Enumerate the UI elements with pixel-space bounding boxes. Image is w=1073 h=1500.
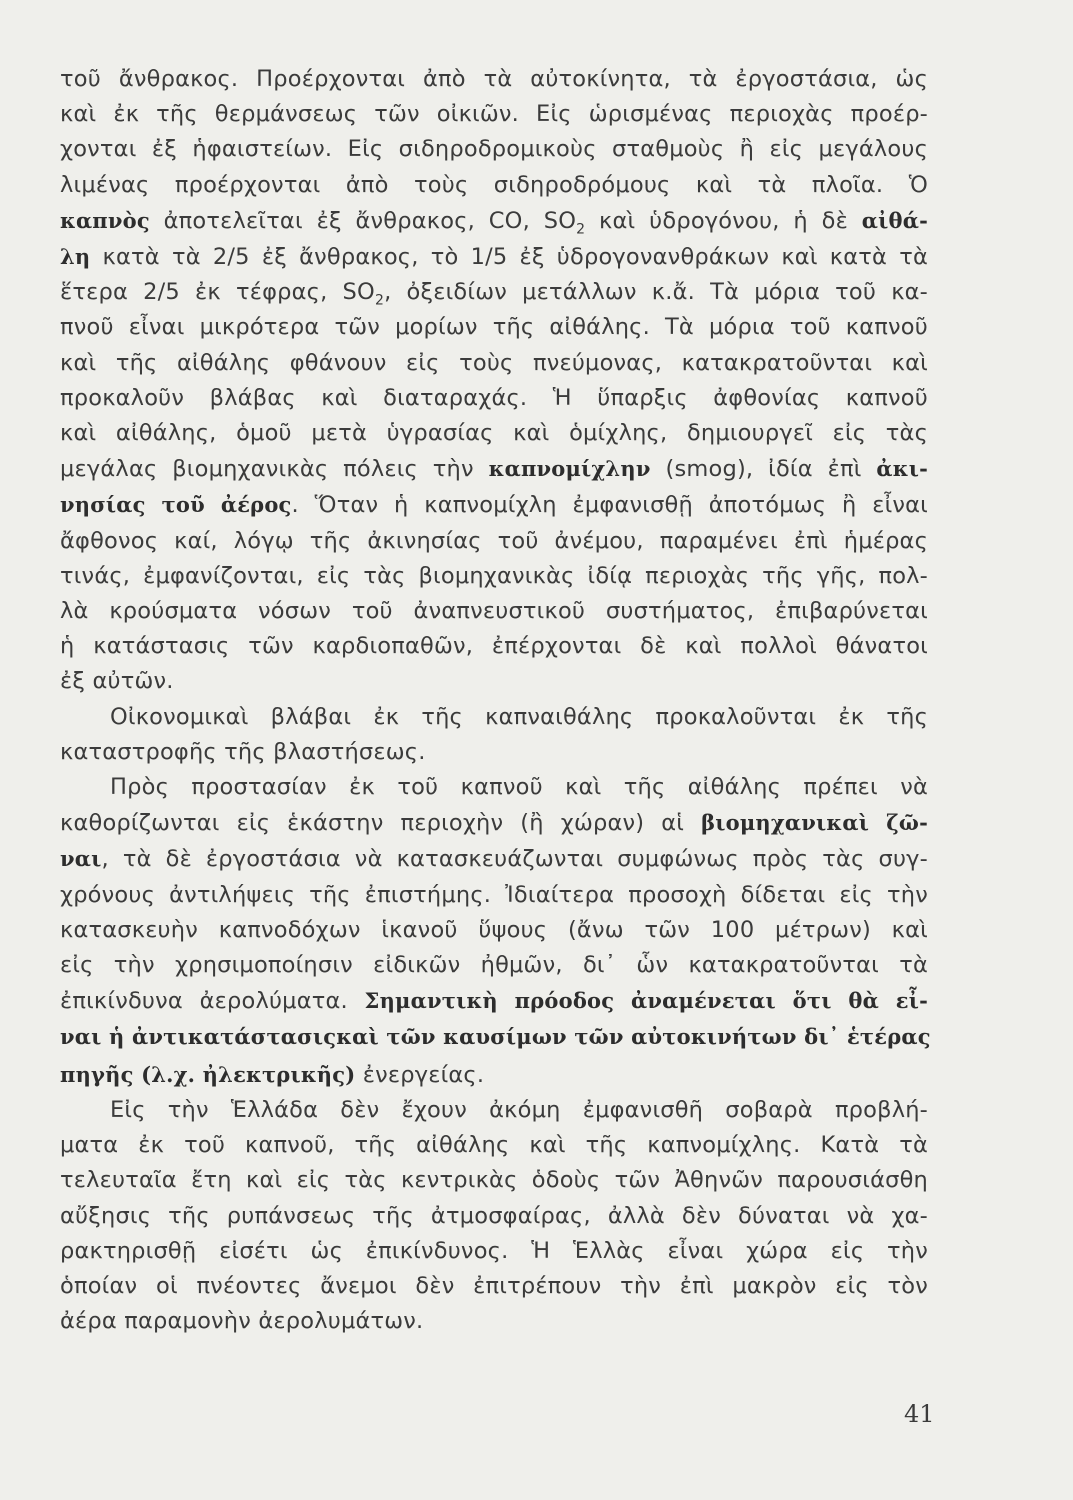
text-line: εἰς τὴν χρησιμοποίησιν εἰδικῶν ἠθμῶν, δι᾽ ὧν κατακρατοῦνται τὰ: [60, 952, 928, 979]
text-line: καπνὸς ἀποτελεῖται ἐξ ἄνθρακος, CO, $SO_2$ καὶ ὑδρογόνου, ἡ δὲ αἰθά-: [60, 207, 928, 238]
text-line: τοῦ ἄνθρακος. Προέρχονται ἀπὸ τὰ αὐτοκίνητα, τὰ ἐργοστάσια, ὡς: [60, 66, 928, 92]
page-number: 41: [904, 1400, 935, 1428]
paragraph-4: [60, 1093, 928, 1339]
text-line: καὶ αἰθάλης, ὁμοῦ μετὰ ὑγρασίας καὶ ὁμίχλης, δημιουργεῖ εἰς τὰς: [60, 420, 928, 447]
text-line: καὶ ἐκ τῆς θερμάνσεως τῶν οἰκιῶν. Εἰς ὡρισμένας περιοχὰς προέρ-: [60, 101, 928, 128]
text-line: ὁποίαν οἱ πνέοντες ἄνεμοι δὲν ἐπιτρέπουν τὴν ἐπὶ μακρὸν εἰς τὸν: [60, 1272, 928, 1299]
text-line: πηγῆς (λ.χ. ἠλεκτρικῆς) ἐνεργείας.: [60, 1061, 485, 1088]
text-line: ἀέρα παραμονὴν ἀερολυμάτων.: [60, 1308, 424, 1335]
text-line: καθορίζωνται εἰς ἑκάστην περιοχὴν (ἢ χώραν) αἱ βιομηχανικαὶ ζῶ-: [60, 810, 928, 837]
text-line: ναι, τὰ δὲ ἐργοστάσια νὰ κατασκευάζωνται συμφώνως πρὸς τὰς συγ-: [60, 846, 928, 873]
bold-term: καπνὸς: [60, 207, 150, 233]
text-line: Οἰκονομικαὶ βλάβαι ἐκ τῆς καπναιθάλης προκαλοῦνται ἐκ τῆς: [110, 703, 928, 730]
bold-term: ἀκι-: [876, 456, 928, 482]
text-line: [60, 1019, 931, 1056]
text-line: λη κατὰ τὰ 2/5 ἐξ ἄνθρακος, τὸ 1/5 ἐξ ὑδρογονανθράκων καὶ κατὰ τὰ: [60, 244, 928, 271]
bold-term: αἰθά-: [861, 207, 928, 233]
bold-term: λη: [60, 244, 91, 270]
body-text: [60, 62, 931, 1339]
text-line: Εἰς τὴν Ἑλλάδα δὲν ἔχουν ἀκόμη ἐμφανισθῆ σοβαρὰ προβλή-: [110, 1096, 928, 1123]
text-line: αὔξησις τῆς ρυπάνσεως τῆς ἀτμοσφαίρας, ἀλλὰ δὲν δύναται νὰ χα-: [60, 1202, 928, 1229]
text-line: χρόνους ἀντιλήψεις τῆς ἐπιστήμης. Ἰδιαίτερα προσοχὴ δίδεται εἰς τὴν: [60, 881, 928, 908]
text-line: νησίας τοῦ ἀέρος. Ὅταν ἡ καπνομίχλη ἐμφανισθῇ ἀποτόμως ἢ εἶναι: [60, 492, 928, 519]
text-line: καταστροφῆς τῆς βλαστήσεως.: [60, 738, 426, 765]
bold-term: ναι ἡ ἀντικατάστασιςκαὶ τῶν καυσίμων τῶν αὐτοκινήτων δι᾽ ἑτέρας: [60, 1024, 931, 1050]
bold-term: πηγῆς (λ.χ. ἠλεκτρικῆς): [60, 1061, 356, 1087]
bold-term: Σημαντικὴ πρόοδος ἀναμένεται ὅτι θὰ εἶ-: [364, 988, 929, 1014]
text-line: ἕτερα 2/5 ἐκ τέφρας, $SO_2$, ὀξειδίων μετάλλων κ.ἄ. Τὰ μόρια τοῦ κα-: [60, 279, 929, 309]
bold-term: καπνομίχλην: [488, 456, 651, 482]
text-line: λὰ κρούσματα νόσων τοῦ ἀναπνευστικοῦ συστήματος, ἐπιβαρύνεται: [60, 598, 928, 625]
text-line: τελευταῖα ἔτη καὶ εἰς τὰς κεντρικὰς ὁδοὺς τῶν Ἀθηνῶν παρουσιάσθη: [60, 1167, 928, 1194]
bold-term: ναι: [60, 846, 102, 872]
text-line: πνοῦ εἶναι μικρότερα τῶν μορίων τῆς αἰθάλης. Τὰ μόρια τοῦ καπνοῦ: [60, 314, 928, 341]
paragraph-1: [60, 62, 928, 700]
text-line: ἐπικίνδυνα ἀερολύματα. Σημαντικὴ πρόοδος ἀναμένεται ὅτι θὰ εἶ-: [60, 988, 929, 1015]
bold-term: βιομηχανικαὶ ζῶ-: [701, 810, 928, 836]
text-line: Πρὸς προστασίαν ἐκ τοῦ καπνοῦ καὶ τῆς αἰθάλης πρέπει νὰ: [110, 774, 928, 801]
text-line: προκαλοῦν βλάβας καὶ διαταραχάς. Ἡ ὕπαρξις ἀφθονίας καπνοῦ: [60, 384, 928, 411]
text-line: ἡ κατάστασις τῶν καρδιοπαθῶν, ἐπέρχονται δὲ καὶ πολλοὶ θάνατοι: [60, 633, 928, 660]
text-line: τινάς, ἐμφανίζονται, εἰς τὰς βιομηχανικὰς ἰδίᾳ περιοχὰς τῆς γῆς, πολ-: [60, 562, 928, 589]
text-line: λιμένας προέρχονται ἀπὸ τοὺς σιδηροδρόμους καὶ τὰ πλοῖα. Ὁ: [60, 171, 928, 198]
text-line: ματα ἐκ τοῦ καπνοῦ, τῆς αἰθάλης καὶ τῆς καπνομίχλης. Κατὰ τὰ: [60, 1132, 928, 1159]
text-line: καὶ τῆς αἰθάλης φθάνουν εἰς τοὺς πνεύμονας, κατακρατοῦνται καὶ: [60, 349, 928, 376]
bold-term: νησίας τοῦ ἀέρος: [60, 492, 292, 518]
text-line: κατασκευὴν καπνοδόχων ἱκανοῦ ὕψους (ἄνω τῶν 100 μέτρων) καὶ: [60, 916, 928, 943]
text-line: ρακτηρισθῇ εἰσέτι ὡς ἐπικίνδυνος. Ἡ Ἑλλὰς εἶναι χώρα εἰς τὴν: [60, 1237, 928, 1264]
text-line: χονται ἐξ ἡφαιστείων. Εἰς σιδηροδρομικοὺς σταθμοὺς ἢ εἰς μεγάλους: [60, 136, 928, 163]
paragraph-2: [60, 700, 928, 770]
text-line: ἐξ αὐτῶν.: [60, 668, 174, 695]
paragraph-3: [60, 770, 931, 1093]
text-line: μεγάλας βιομηχανικὰς πόλεις τὴν καπνομίχλην (smog), ἰδία ἐπὶ ἀκι-: [60, 456, 928, 483]
text-line: ἄφθονος καί, λόγῳ τῆς ἀκινησίας τοῦ ἀνέμου, παραμένει ἐπὶ ἡμέρας: [60, 527, 928, 554]
